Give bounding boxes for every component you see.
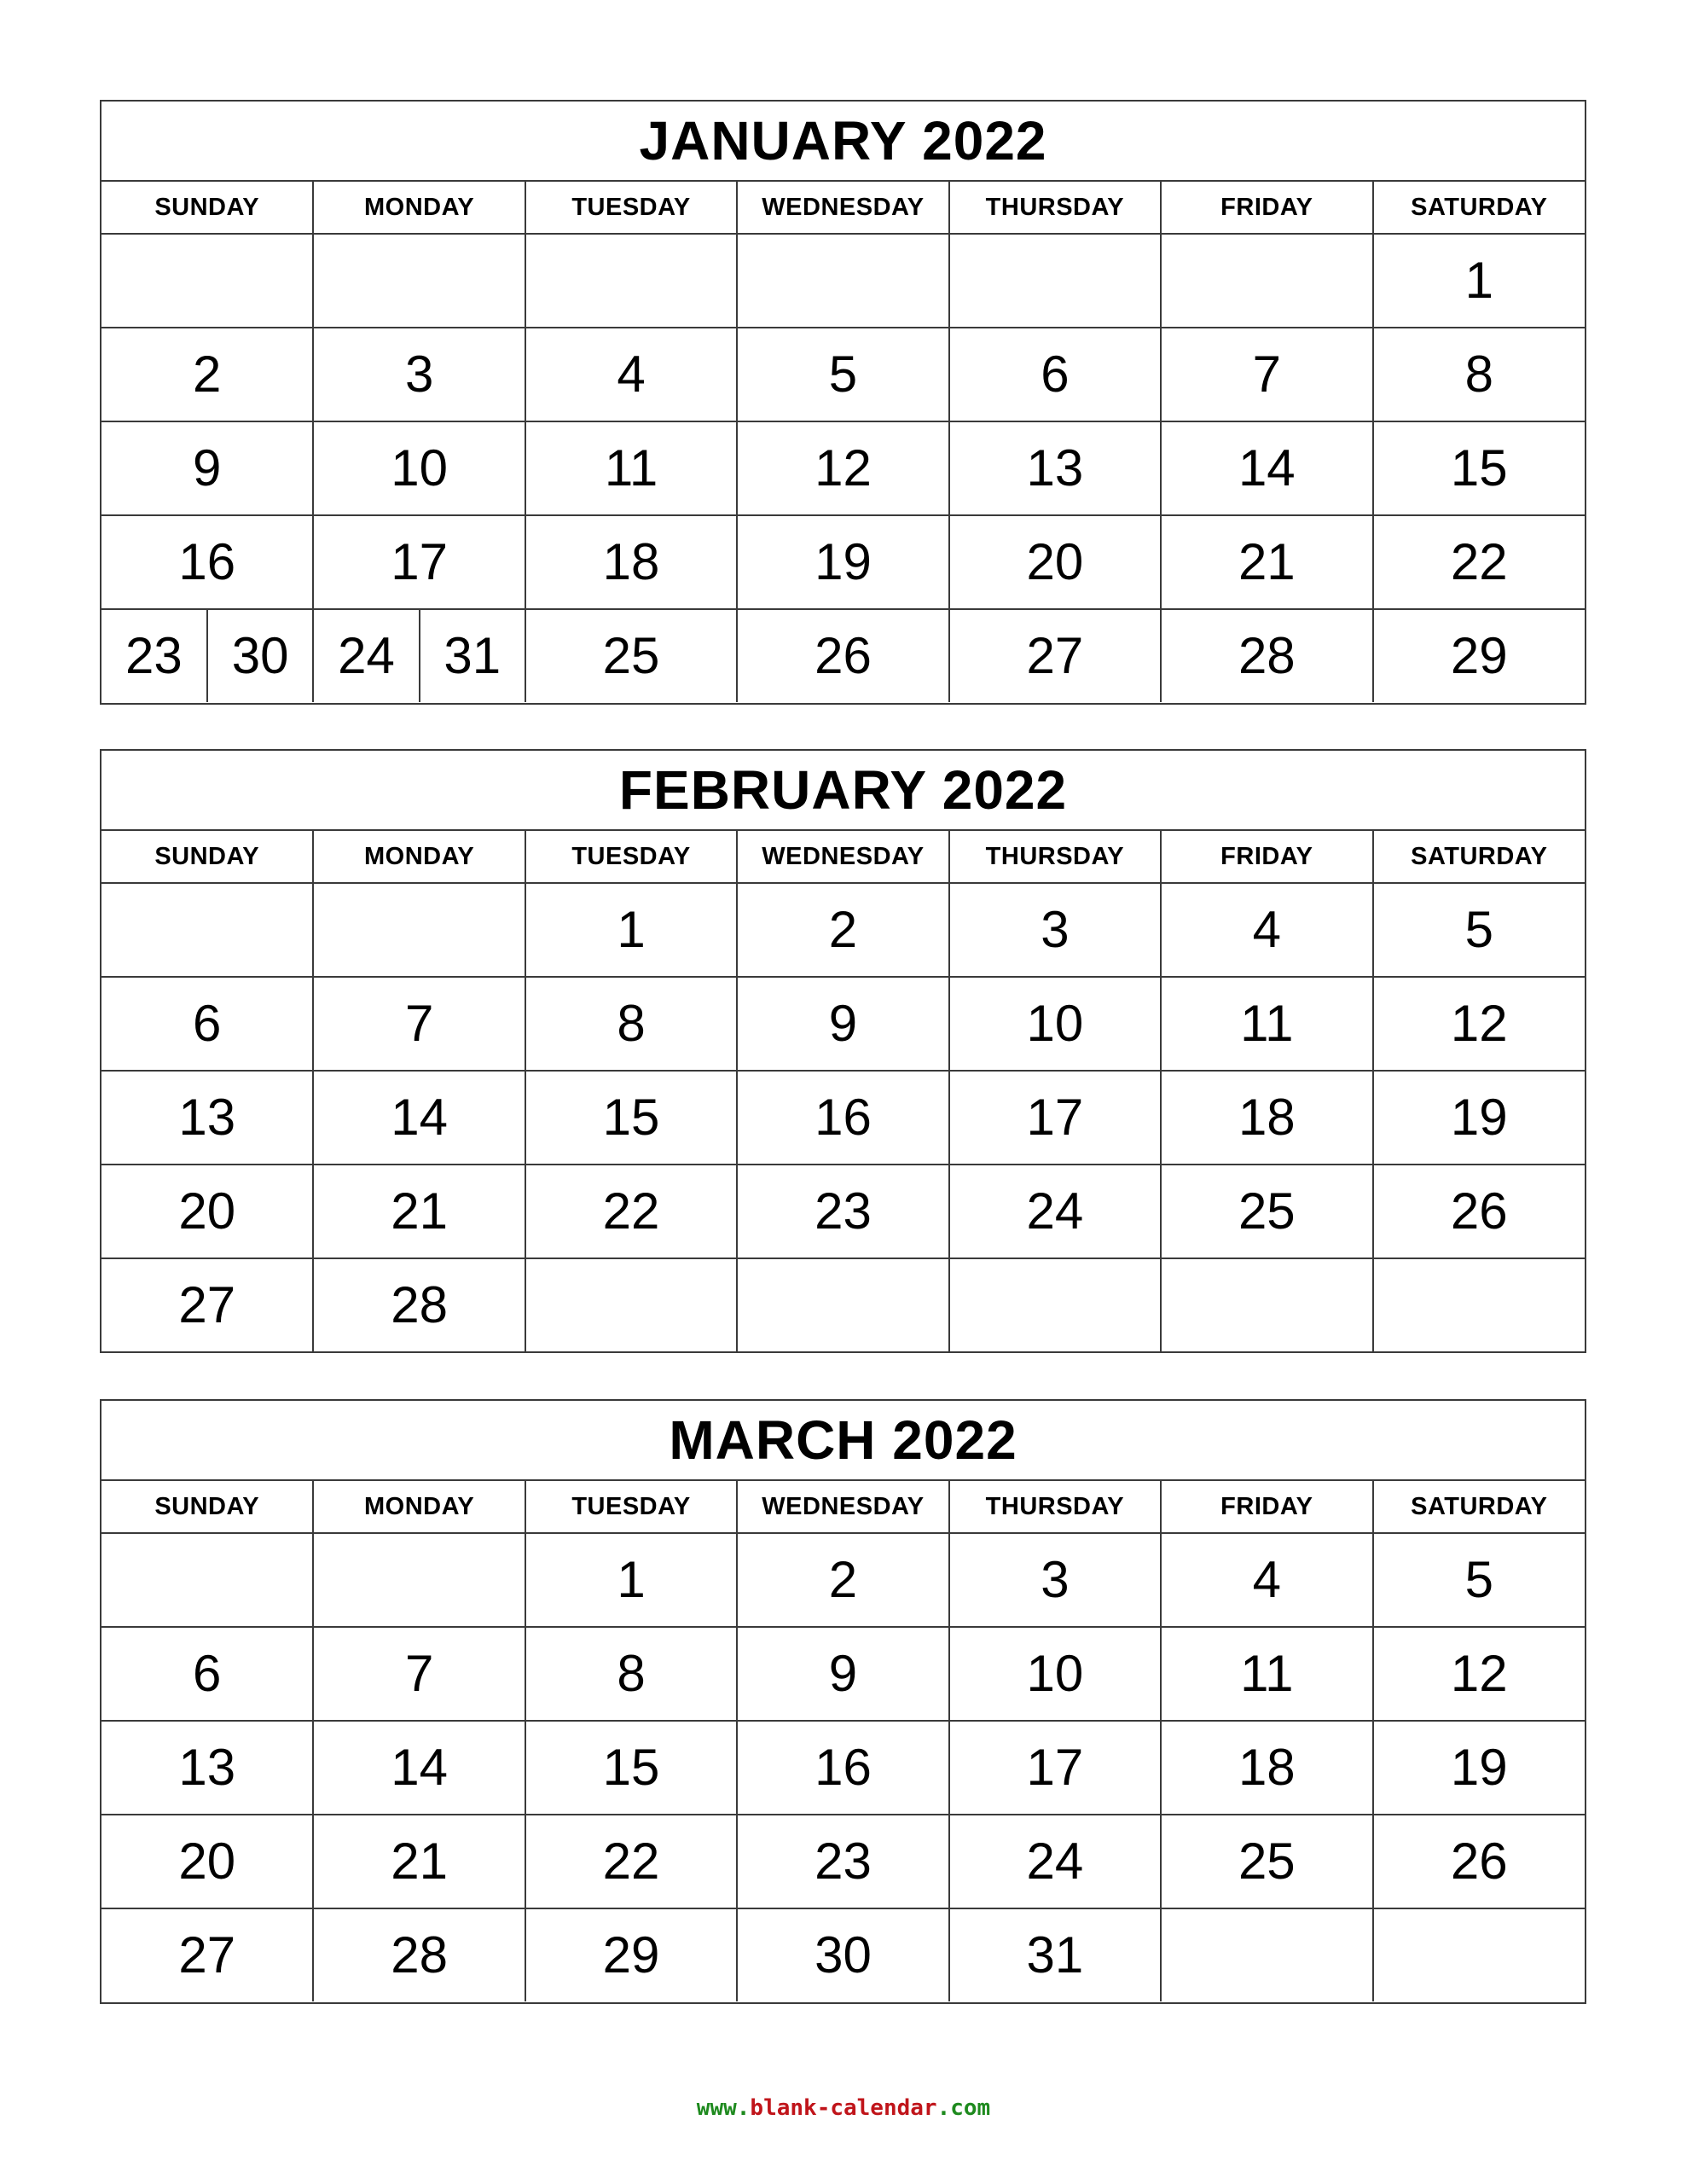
weekday-label: WEDNESDAY	[737, 1481, 948, 1533]
day-cell: 9	[737, 1627, 948, 1721]
week-row	[101, 421, 1585, 515]
weekday-label: THURSDAY	[949, 182, 1161, 234]
day-cell: 6	[101, 977, 313, 1071]
week-row	[101, 883, 1585, 977]
day-cell: 16	[101, 515, 313, 609]
weekday-label: FRIDAY	[1161, 182, 1372, 234]
day-number: 23	[125, 627, 183, 684]
day-cell: 28	[313, 1258, 525, 1351]
weekday-label: FRIDAY	[1161, 1481, 1372, 1533]
day-cell: 14	[313, 1071, 525, 1165]
day-cell: 4	[1161, 883, 1372, 977]
day-cell: 21	[313, 1815, 525, 1908]
day-cell: 13	[101, 1071, 313, 1165]
weekday-label: TUESDAY	[525, 831, 737, 883]
month-grid	[101, 831, 1585, 1351]
month-calendar	[100, 100, 1586, 705]
day-cell: 29	[1373, 609, 1585, 702]
empty-day-cell	[949, 234, 1161, 328]
day-cell: 19	[1373, 1071, 1585, 1165]
week-row	[101, 515, 1585, 609]
empty-day-cell	[1161, 1258, 1372, 1351]
week-row	[101, 1165, 1585, 1258]
weekday-header-row	[101, 182, 1585, 234]
empty-day-cell	[949, 1258, 1161, 1351]
day-cell: 27	[949, 609, 1161, 702]
day-cell: 15	[525, 1071, 737, 1165]
week-row	[101, 1627, 1585, 1721]
day-cell: 27	[101, 1908, 313, 2001]
day-cell: 4	[525, 328, 737, 421]
day-cell: 8	[525, 1627, 737, 1721]
footer-url-suffix: .com	[936, 2095, 991, 2121]
empty-day-cell	[313, 1533, 525, 1627]
day-cell: 12	[737, 421, 948, 515]
day-cell-split	[101, 609, 313, 702]
day-cell: 23	[737, 1165, 948, 1258]
day-cell: 18	[525, 515, 737, 609]
weekday-label: WEDNESDAY	[737, 831, 948, 883]
day-cell: 19	[1373, 1721, 1585, 1815]
weekday-label: SATURDAY	[1373, 1481, 1585, 1533]
day-cell: 28	[1161, 609, 1372, 702]
day-cell: 12	[1373, 977, 1585, 1071]
empty-day-cell	[737, 234, 948, 328]
day-cell: 15	[1373, 421, 1585, 515]
empty-day-cell	[525, 234, 737, 328]
day-cell: 16	[737, 1721, 948, 1815]
week-row	[101, 234, 1585, 328]
day-cell: 2	[101, 328, 313, 421]
weekday-label: SUNDAY	[101, 831, 313, 883]
day-cell: 20	[949, 515, 1161, 609]
day-cell: 2	[737, 883, 948, 977]
day-cell: 5	[737, 328, 948, 421]
week-row	[101, 1815, 1585, 1908]
month-calendar	[100, 749, 1586, 1353]
day-cell: 17	[949, 1721, 1161, 1815]
day-cell: 13	[101, 1721, 313, 1815]
month-title: FEBRUARY 2022	[101, 751, 1585, 831]
day-cell: 8	[1373, 328, 1585, 421]
day-cell: 26	[1373, 1165, 1585, 1258]
day-cell-split	[313, 609, 525, 702]
week-row	[101, 1721, 1585, 1815]
day-cell: 26	[1373, 1815, 1585, 1908]
empty-day-cell	[313, 883, 525, 977]
empty-day-cell	[101, 1533, 313, 1627]
day-cell: 20	[101, 1165, 313, 1258]
day-cell: 22	[1373, 515, 1585, 609]
day-cell: 21	[1161, 515, 1372, 609]
day-cell: 4	[1161, 1533, 1372, 1627]
day-cell: 17	[949, 1071, 1161, 1165]
weekday-label: SATURDAY	[1373, 182, 1585, 234]
empty-day-cell	[1161, 1908, 1372, 2001]
weekday-label: FRIDAY	[1161, 831, 1372, 883]
day-cell: 11	[525, 421, 737, 515]
day-cell: 16	[737, 1071, 948, 1165]
empty-day-cell	[101, 234, 313, 328]
day-cell: 11	[1161, 977, 1372, 1071]
day-cell: 14	[1161, 421, 1372, 515]
weekday-label: WEDNESDAY	[737, 182, 948, 234]
week-row	[101, 609, 1585, 702]
month-title: MARCH 2022	[101, 1401, 1585, 1481]
week-row	[101, 328, 1585, 421]
day-cell: 2	[737, 1533, 948, 1627]
empty-day-cell	[1373, 1908, 1585, 2001]
weekday-label: TUESDAY	[525, 182, 737, 234]
day-cell: 24	[949, 1165, 1161, 1258]
weekday-header-row	[101, 831, 1585, 883]
day-cell: 25	[525, 609, 737, 702]
footer-url-prefix: www.	[696, 2095, 751, 2121]
day-number: 31	[419, 610, 525, 702]
day-cell: 13	[949, 421, 1161, 515]
month-calendar	[100, 1399, 1586, 2004]
day-cell: 10	[949, 977, 1161, 1071]
day-cell: 22	[525, 1165, 737, 1258]
day-cell: 27	[101, 1258, 313, 1351]
weekday-label: MONDAY	[313, 1481, 525, 1533]
day-cell: 8	[525, 977, 737, 1071]
weekday-label: SUNDAY	[101, 1481, 313, 1533]
day-cell: 7	[1161, 328, 1372, 421]
month-grid	[101, 1481, 1585, 2001]
month-title: JANUARY 2022	[101, 102, 1585, 182]
weekday-label: SUNDAY	[101, 182, 313, 234]
empty-day-cell	[525, 1258, 737, 1351]
weekday-label: SATURDAY	[1373, 831, 1585, 883]
day-cell: 19	[737, 515, 948, 609]
month-grid	[101, 182, 1585, 702]
day-cell: 23	[737, 1815, 948, 1908]
weekday-label: MONDAY	[313, 182, 525, 234]
day-cell: 31	[949, 1908, 1161, 2001]
weekday-label: THURSDAY	[949, 831, 1161, 883]
day-cell: 10	[313, 421, 525, 515]
day-cell: 21	[313, 1165, 525, 1258]
day-cell: 29	[525, 1908, 737, 2001]
day-cell: 3	[313, 328, 525, 421]
week-row	[101, 1258, 1585, 1351]
empty-day-cell	[737, 1258, 948, 1351]
day-cell: 7	[313, 977, 525, 1071]
day-cell: 25	[1161, 1165, 1372, 1258]
day-cell: 10	[949, 1627, 1161, 1721]
day-cell: 11	[1161, 1627, 1372, 1721]
week-row	[101, 1908, 1585, 2001]
empty-day-cell	[313, 234, 525, 328]
day-cell: 6	[101, 1627, 313, 1721]
weekday-header-row	[101, 1481, 1585, 1533]
day-cell: 25	[1161, 1815, 1372, 1908]
day-cell: 28	[313, 1908, 525, 2001]
day-cell: 26	[737, 609, 948, 702]
empty-day-cell	[101, 883, 313, 977]
day-cell: 18	[1161, 1721, 1372, 1815]
day-cell: 24	[949, 1815, 1161, 1908]
week-row	[101, 1533, 1585, 1627]
day-cell: 3	[949, 1533, 1161, 1627]
day-number: 24	[338, 627, 395, 684]
day-cell: 30	[737, 1908, 948, 2001]
day-cell: 7	[313, 1627, 525, 1721]
day-cell: 6	[949, 328, 1161, 421]
empty-day-cell	[1373, 1258, 1585, 1351]
footer-url-domain: blank-calendar	[750, 2095, 937, 2121]
day-cell: 5	[1373, 883, 1585, 977]
day-cell: 15	[525, 1721, 737, 1815]
day-cell: 20	[101, 1815, 313, 1908]
day-number: 30	[206, 610, 313, 702]
week-row	[101, 1071, 1585, 1165]
day-cell: 1	[525, 1533, 737, 1627]
day-cell: 17	[313, 515, 525, 609]
weekday-label: MONDAY	[313, 831, 525, 883]
empty-day-cell	[1161, 234, 1372, 328]
weekday-label: TUESDAY	[525, 1481, 737, 1533]
day-cell: 22	[525, 1815, 737, 1908]
weekday-label: THURSDAY	[949, 1481, 1161, 1533]
day-cell: 14	[313, 1721, 525, 1815]
footer-url[interactable]	[0, 2095, 1687, 2121]
day-cell: 1	[525, 883, 737, 977]
day-cell: 9	[101, 421, 313, 515]
day-cell: 5	[1373, 1533, 1585, 1627]
week-row	[101, 977, 1585, 1071]
day-cell: 9	[737, 977, 948, 1071]
day-cell: 3	[949, 883, 1161, 977]
day-cell: 12	[1373, 1627, 1585, 1721]
day-cell: 1	[1373, 234, 1585, 328]
day-cell: 18	[1161, 1071, 1372, 1165]
